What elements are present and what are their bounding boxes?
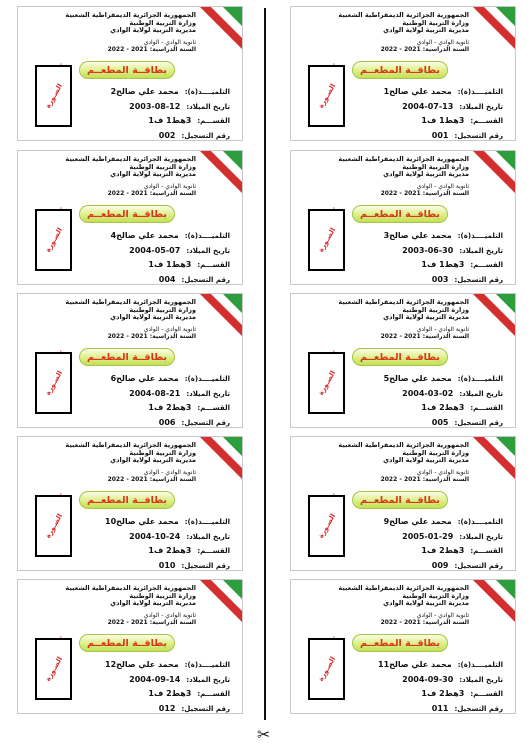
class-value: 3هط2 ف1 <box>148 403 192 412</box>
school-block <box>46 613 196 627</box>
class-label: القســـم: <box>197 547 230 555</box>
school-block <box>319 184 469 198</box>
birth-date: 2004-05-07 <box>129 245 181 255</box>
corner-stripes-icon <box>194 7 242 55</box>
header-line-2: وزارة التربية الوطنية <box>129 591 196 600</box>
birth-date: 2005-01-29 <box>402 531 454 541</box>
header-line-2: وزارة التربية الوطنية <box>402 591 469 600</box>
corner-stripes-icon <box>194 437 242 485</box>
student-name: محمد علي صالح6 <box>110 374 179 383</box>
corner-stripes-icon <box>194 294 242 342</box>
school-block <box>319 470 469 484</box>
card-header <box>46 12 196 35</box>
student-name: محمد علي صالح5 <box>383 374 452 383</box>
school-year: السنة الدراسية: 2021 - 2022 <box>380 332 469 340</box>
student-label: التلميــــذ(ة): <box>457 518 503 526</box>
student-label: التلميــــذ(ة): <box>184 232 230 240</box>
birth-label: تاريخ الميلاد: <box>186 389 230 398</box>
restaurant-card <box>290 436 516 571</box>
student-name: محمد علي صالح1 <box>383 87 452 96</box>
card-header <box>319 299 469 322</box>
class-label: القســـم: <box>470 261 503 269</box>
photo-label: الصـورة <box>43 655 64 683</box>
reg-number: 003 <box>431 274 449 284</box>
header-line-2: وزارة التربية الوطنية <box>402 305 469 314</box>
birth-date: 2004-07-13 <box>402 101 454 111</box>
student-name: محمد علي صالح9 <box>383 517 452 526</box>
photo-label: الصـورة <box>43 512 64 540</box>
birth-date: 2003-08-12 <box>129 101 181 111</box>
school-year: السنة الدراسية: 2021 - 2022 <box>107 45 196 53</box>
school-block <box>46 327 196 341</box>
card-header <box>319 156 469 179</box>
reg-number: 006 <box>158 417 176 427</box>
corner-stripes-icon <box>194 151 242 199</box>
school-year: السنة الدراسية: 2021 - 2022 <box>380 618 469 626</box>
student-info <box>80 231 230 285</box>
reg-number: 011 <box>431 703 449 713</box>
card-title: بطاقــة المطعــم <box>79 348 175 366</box>
photo-box <box>35 495 72 557</box>
student-info <box>80 660 230 714</box>
card-title: بطاقــة المطعــم <box>79 491 175 509</box>
school-name: ثانوية الوادي - الوادي <box>143 612 196 619</box>
school-name: ثانوية الوادي - الوادي <box>143 469 196 476</box>
school-year: السنة الدراسية: 2021 - 2022 <box>380 45 469 53</box>
birth-date: 2004-09-30 <box>402 674 454 684</box>
header-line-2: وزارة التربية الوطنية <box>402 18 469 27</box>
reg-label: رقم التسجيل: <box>454 704 503 713</box>
header-line-3: مديرية التربية لولاية الوادي <box>383 313 469 321</box>
class-value: 3هط1 ف1 <box>421 260 465 269</box>
birth-label: تاريخ الميلاد: <box>459 675 503 684</box>
photo-box <box>308 352 345 414</box>
header-line-1: الجمهورية الجزائرية الديمقراطية الشعبية <box>65 584 196 592</box>
card-title: بطاقــة المطعــم <box>352 634 448 652</box>
birth-label: تاريخ الميلاد: <box>459 532 503 541</box>
birth-date: 2003-06-30 <box>402 245 454 255</box>
cut-line <box>264 8 266 720</box>
birth-date: 2004-08-21 <box>129 388 181 398</box>
class-value: 3هط1 ف1 <box>421 116 465 125</box>
student-label: التلميــــذ(ة): <box>184 661 230 669</box>
corner-stripes-icon <box>467 294 515 342</box>
class-value: 3هط1 ف1 <box>148 260 192 269</box>
birth-label: تاريخ الميلاد: <box>186 102 230 111</box>
restaurant-card <box>290 579 516 714</box>
student-info <box>353 660 503 714</box>
restaurant-card <box>17 579 243 714</box>
class-label: القســـم: <box>197 690 230 698</box>
card-header <box>46 156 196 179</box>
photo-box <box>35 65 72 127</box>
student-info <box>80 87 230 141</box>
reg-label: رقم التسجيل: <box>454 275 503 284</box>
photo-box <box>35 352 72 414</box>
photo-box <box>308 65 345 127</box>
scissors-icon: ✂ <box>257 725 271 744</box>
photo-label: الصـورة <box>316 655 337 683</box>
header-line-3: مديرية التربية لولاية الوادي <box>110 599 196 607</box>
class-value: 3هط2 ف1 <box>421 403 465 412</box>
birth-label: تاريخ الميلاد: <box>459 102 503 111</box>
class-label: القســـم: <box>470 547 503 555</box>
birth-date: 2004-03-02 <box>402 388 454 398</box>
header-line-3: مديرية التربية لولاية الوادي <box>110 313 196 321</box>
student-label: التلميــــذ(ة): <box>184 518 230 526</box>
school-block <box>46 470 196 484</box>
reg-number: 005 <box>431 417 449 427</box>
corner-stripes-icon <box>467 437 515 485</box>
birth-date: 2004-10-24 <box>129 531 181 541</box>
card-header <box>46 442 196 465</box>
card-header <box>319 442 469 465</box>
restaurant-card <box>17 293 243 428</box>
school-year: السنة الدراسية: 2021 - 2022 <box>380 189 469 197</box>
class-value: 3هط2 ف1 <box>148 546 192 555</box>
header-line-2: وزارة التربية الوطنية <box>402 448 469 457</box>
card-header <box>319 12 469 35</box>
reg-label: رقم التسجيل: <box>181 704 230 713</box>
reg-number: 010 <box>158 560 176 570</box>
student-label: التلميــــذ(ة): <box>184 88 230 96</box>
reg-label: رقم التسجيل: <box>454 418 503 427</box>
school-block <box>46 184 196 198</box>
card-title: بطاقــة المطعــم <box>352 491 448 509</box>
header-line-3: مديرية التربية لولاية الوادي <box>110 456 196 464</box>
student-info <box>80 517 230 571</box>
header-line-1: الجمهورية الجزائرية الديمقراطية الشعبية <box>338 11 469 19</box>
school-name: ثانوية الوادي - الوادي <box>416 469 469 476</box>
birth-label: تاريخ الميلاد: <box>186 675 230 684</box>
restaurant-card <box>17 6 243 141</box>
header-line-1: الجمهورية الجزائرية الديمقراطية الشعبية <box>65 441 196 449</box>
student-info <box>80 374 230 428</box>
header-line-1: الجمهورية الجزائرية الديمقراطية الشعبية <box>338 155 469 163</box>
photo-box <box>35 638 72 700</box>
header-line-1: الجمهورية الجزائرية الديمقراطية الشعبية <box>65 11 196 19</box>
class-label: القســـم: <box>197 261 230 269</box>
student-name: محمد علي صالح12 <box>105 660 179 669</box>
class-value: 3هط1 ف1 <box>148 116 192 125</box>
reg-label: رقم التسجيل: <box>181 418 230 427</box>
student-label: التلميــــذ(ة): <box>457 661 503 669</box>
header-line-2: وزارة التربية الوطنية <box>129 448 196 457</box>
photo-label: الصـورة <box>43 82 64 110</box>
school-year: السنة الدراسية: 2021 - 2022 <box>107 475 196 483</box>
reg-number: 012 <box>158 703 176 713</box>
photo-label: الصـورة <box>316 369 337 397</box>
corner-stripes-icon <box>467 580 515 628</box>
school-year: السنة الدراسية: 2021 - 2022 <box>107 189 196 197</box>
school-block <box>319 327 469 341</box>
school-block <box>46 40 196 54</box>
school-name: ثانوية الوادي - الوادي <box>416 612 469 619</box>
school-name: ثانوية الوادي - الوادي <box>416 326 469 333</box>
header-line-2: وزارة التربية الوطنية <box>129 305 196 314</box>
student-info <box>353 374 503 428</box>
school-year: السنة الدراسية: 2021 - 2022 <box>107 332 196 340</box>
reg-label: رقم التسجيل: <box>454 131 503 140</box>
school-name: ثانوية الوادي - الوادي <box>143 326 196 333</box>
school-name: ثانوية الوادي - الوادي <box>143 39 196 46</box>
student-info <box>353 231 503 285</box>
birth-label: تاريخ الميلاد: <box>186 532 230 541</box>
class-label: القســـم: <box>470 690 503 698</box>
student-label: التلميــــذ(ة): <box>457 232 503 240</box>
photo-label: الصـورة <box>316 512 337 540</box>
class-label: القســـم: <box>197 404 230 412</box>
photo-label: الصـورة <box>316 226 337 254</box>
reg-label: رقم التسجيل: <box>181 561 230 570</box>
class-label: القســـم: <box>197 117 230 125</box>
header-line-1: الجمهورية الجزائرية الديمقراطية الشعبية <box>338 441 469 449</box>
photo-box <box>308 638 345 700</box>
card-title: بطاقــة المطعــم <box>79 205 175 223</box>
photo-label: الصـورة <box>43 226 64 254</box>
restaurant-card <box>17 150 243 285</box>
photo-label: الصـورة <box>43 369 64 397</box>
card-title: بطاقــة المطعــم <box>79 61 175 79</box>
class-value: 3هط2 ف1 <box>148 689 192 698</box>
header-line-3: مديرية التربية لولاية الوادي <box>383 599 469 607</box>
card-title: بطاقــة المطعــم <box>79 634 175 652</box>
header-line-3: مديرية التربية لولاية الوادي <box>383 26 469 34</box>
class-label: القســـم: <box>470 404 503 412</box>
header-line-3: مديرية التربية لولاية الوادي <box>110 170 196 178</box>
header-line-3: مديرية التربية لولاية الوادي <box>383 170 469 178</box>
student-label: التلميــــذ(ة): <box>457 88 503 96</box>
header-line-2: وزارة التربية الوطنية <box>402 162 469 171</box>
reg-number: 009 <box>431 560 449 570</box>
card-title: بطاقــة المطعــم <box>352 61 448 79</box>
header-line-1: الجمهورية الجزائرية الديمقراطية الشعبية <box>65 298 196 306</box>
header-line-1: الجمهورية الجزائرية الديمقراطية الشعبية <box>338 584 469 592</box>
reg-label: رقم التسجيل: <box>454 561 503 570</box>
school-name: ثانوية الوادي - الوادي <box>416 39 469 46</box>
student-name: محمد علي صالح10 <box>105 517 179 526</box>
restaurant-card <box>290 150 516 285</box>
student-name: محمد علي صالح2 <box>110 87 179 96</box>
photo-box <box>308 209 345 271</box>
corner-stripes-icon <box>467 7 515 55</box>
reg-number: 004 <box>158 274 176 284</box>
student-label: التلميــــذ(ة): <box>457 375 503 383</box>
header-line-1: الجمهورية الجزائرية الديمقراطية الشعبية <box>65 155 196 163</box>
birth-label: تاريخ الميلاد: <box>459 389 503 398</box>
reg-number: 001 <box>431 130 449 140</box>
student-name: محمد علي صالح11 <box>378 660 452 669</box>
photo-box <box>35 209 72 271</box>
reg-label: رقم التسجيل: <box>181 275 230 284</box>
card-header <box>46 299 196 322</box>
reg-label: رقم التسجيل: <box>181 131 230 140</box>
student-info <box>353 87 503 141</box>
photo-box <box>308 495 345 557</box>
reg-number: 002 <box>158 130 176 140</box>
restaurant-card <box>17 436 243 571</box>
student-info <box>353 517 503 571</box>
header-line-3: مديرية التربية لولاية الوادي <box>110 26 196 34</box>
student-name: محمد علي صالح4 <box>110 231 179 240</box>
class-label: القســـم: <box>470 117 503 125</box>
corner-stripes-icon <box>467 151 515 199</box>
school-block <box>319 613 469 627</box>
school-year: السنة الدراسية: 2021 - 2022 <box>380 475 469 483</box>
school-year: السنة الدراسية: 2021 - 2022 <box>107 618 196 626</box>
card-title: بطاقــة المطعــم <box>352 348 448 366</box>
header-line-2: وزارة التربية الوطنية <box>129 18 196 27</box>
birth-label: تاريخ الميلاد: <box>186 246 230 255</box>
header-line-3: مديرية التربية لولاية الوادي <box>383 456 469 464</box>
birth-label: تاريخ الميلاد: <box>459 246 503 255</box>
corner-stripes-icon <box>194 580 242 628</box>
school-name: ثانوية الوادي - الوادي <box>143 183 196 190</box>
photo-label: الصـورة <box>316 82 337 110</box>
header-line-1: الجمهورية الجزائرية الديمقراطية الشعبية <box>338 298 469 306</box>
restaurant-card <box>290 293 516 428</box>
restaurant-card <box>290 6 516 141</box>
card-header <box>319 585 469 608</box>
card-title: بطاقــة المطعــم <box>352 205 448 223</box>
birth-date: 2004-09-14 <box>129 674 181 684</box>
student-label: التلميــــذ(ة): <box>184 375 230 383</box>
header-line-2: وزارة التربية الوطنية <box>129 162 196 171</box>
card-header <box>46 585 196 608</box>
student-name: محمد علي صالح3 <box>383 231 452 240</box>
class-value: 3هط2 ف1 <box>421 546 465 555</box>
school-block <box>319 40 469 54</box>
school-name: ثانوية الوادي - الوادي <box>416 183 469 190</box>
class-value: 3هط2 ف1 <box>421 689 465 698</box>
